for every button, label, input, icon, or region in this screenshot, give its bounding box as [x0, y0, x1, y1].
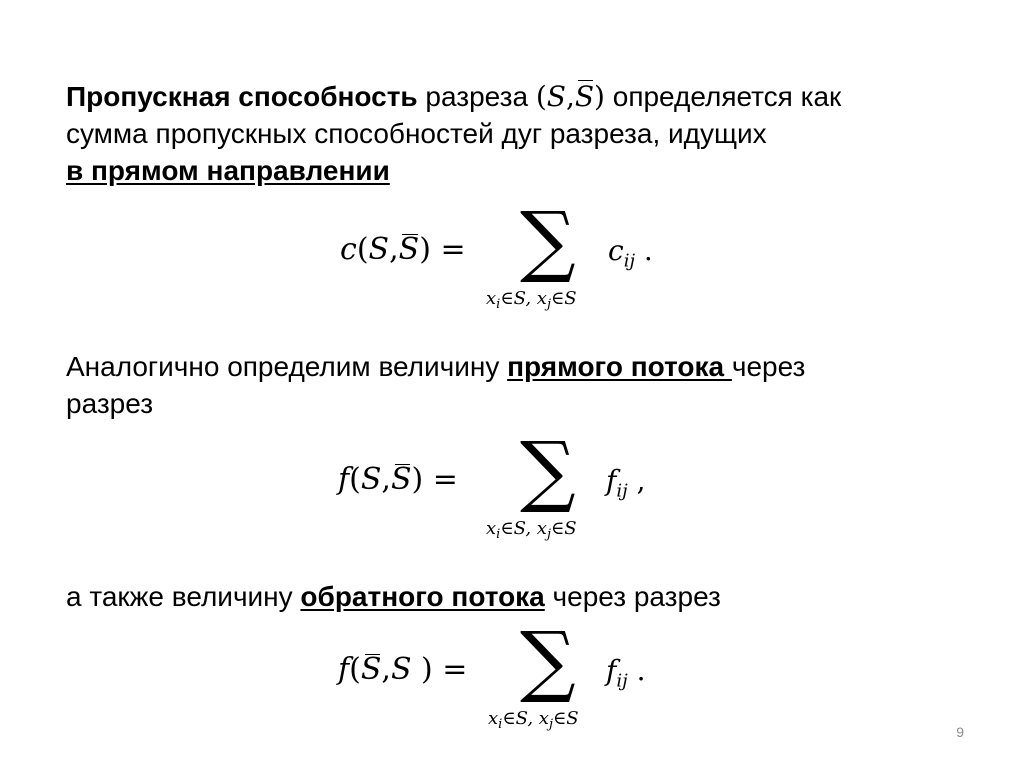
sum-sigma-symbol: ∑ — [520, 616, 576, 706]
paragraph-line: сумма пропускных способностей дуг разреза, идущих — [66, 118, 767, 149]
lhs-tail: ) = — [419, 232, 466, 267]
function-f: f — [338, 652, 350, 687]
paragraph-line-bold-underlined — [66, 152, 841, 189]
paragraph-line — [66, 78, 841, 115]
function-f: f — [338, 462, 350, 497]
set-s: S — [546, 80, 566, 113]
set-s-bar: S — [574, 80, 595, 113]
text-fragment: разреза — [417, 81, 536, 112]
summation-index: $x_i\in S$, $x_j\in S$ — [486, 288, 577, 312]
paragraph-line: разрез — [66, 388, 154, 419]
bold-underlined-backward-flow: обратного потока — [300, 581, 545, 612]
paragraph-forward-flow — [66, 348, 805, 422]
sum-sigma-symbol: ∑ — [520, 196, 576, 286]
sum-sigma-symbol: ∑ — [520, 426, 576, 516]
function-c: c — [340, 232, 357, 267]
bold-term-capacity: Пропускная способность — [66, 81, 418, 112]
bold-underlined-direct-direction: в прямом направлении — [66, 155, 390, 186]
summand-f-ij: $f_{ij}$ , — [606, 464, 646, 502]
formula-lhs: f(S,S) = — [338, 462, 458, 497]
summation-index: $x_i\in S$, $x_j\in S$ — [488, 708, 579, 732]
comma: , — [565, 80, 575, 113]
paragraph-capacity-definition — [66, 78, 841, 189]
paragraph-line: Аналогично определим величину прямого потока через — [66, 351, 806, 382]
cut-open-paren: ( — [535, 80, 547, 113]
formula-backward-flow — [338, 616, 678, 748]
text-fragment: определяется как — [604, 81, 842, 112]
lhs-tail: ) = — [421, 652, 468, 687]
summand-f-ij: $f_{ij}$ . — [606, 654, 646, 692]
formula-forward-flow — [338, 426, 678, 558]
page-number: 9 — [956, 724, 964, 740]
cut-close-paren: ) — [594, 80, 605, 113]
summand-c-ij: $c_{ij}$ . — [608, 234, 653, 272]
paragraph-line: а также величину обратного потока через разрез — [66, 581, 721, 612]
bold-underlined-forward-flow: прямого потока — [507, 351, 732, 382]
formula-lhs: c(S,S) = — [340, 232, 466, 267]
lhs-tail: ) = — [411, 462, 458, 497]
formula-lhs: f(S,S ) = — [338, 652, 468, 687]
paragraph-backward-flow — [66, 578, 721, 615]
formula-capacity — [340, 196, 680, 328]
summation-index: $x_i\in S$, $x_j\in S$ — [486, 518, 577, 542]
